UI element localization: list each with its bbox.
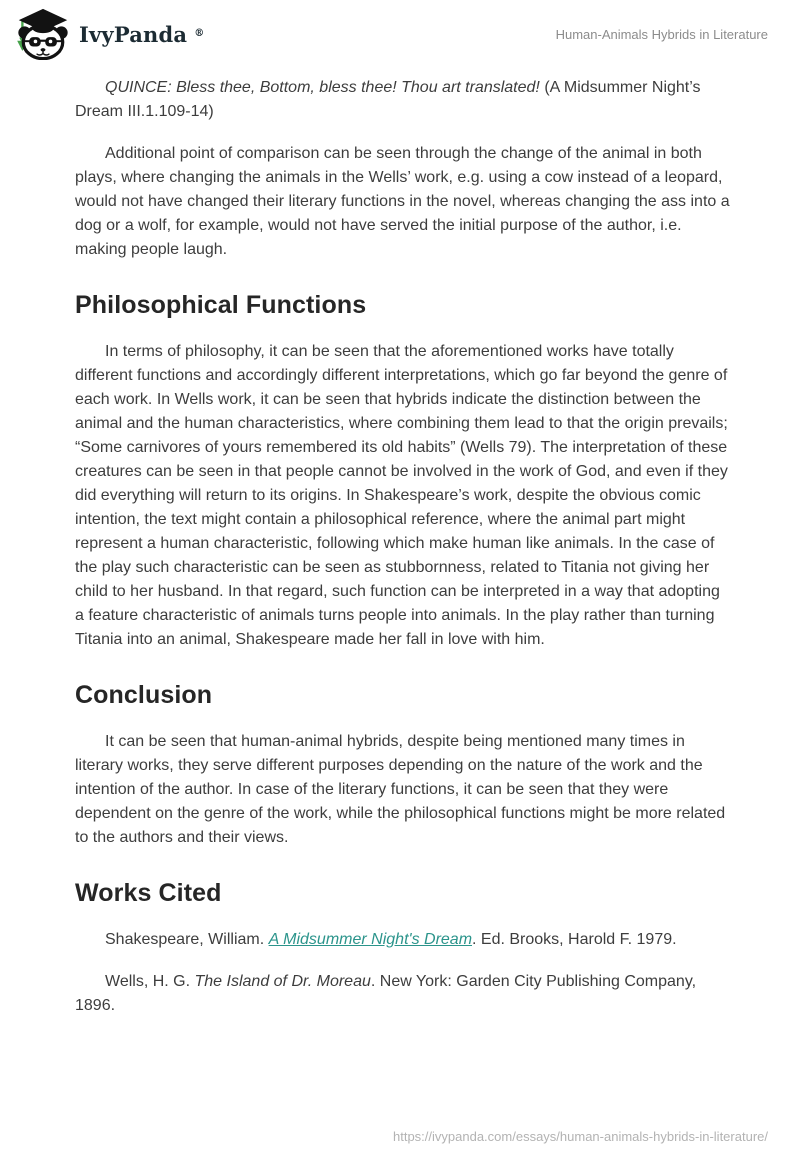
citation-author-text: Wells, H. G.: [105, 973, 195, 990]
page-url: https://ivypanda.com/essays/human-animals-hybrids-in-literature/: [393, 1129, 768, 1144]
quote-source-text: (A Midsummer Night’s Dream III.1.109-14): [75, 79, 701, 120]
comparison-paragraph: Additional point of comparison can be seen through the change of the animal in both plays, where changing the animals in the Wells’ work, e.g. using a cow instead of a leopard, would not have changed their literary functions in the novel, whereas changing the ass into a dog or a wolf, for example, would not have served the initial purpose of the author, i.e. making people laugh.: [75, 145, 730, 258]
panda-graduate-icon: [14, 8, 72, 60]
conclusion-heading: Conclusion: [75, 681, 213, 709]
citation-wells: [75, 970, 730, 1018]
document-title: Human-Animals Hybrids in Literature: [555, 26, 768, 42]
quote-paragraph: [75, 76, 730, 124]
citation-author-text: Shakespeare, William.: [105, 931, 269, 948]
philosophy-paragraph: In terms of philosophy, it can be seen that the aforementioned works have totally different functions and accordingly different interpretations, which go far beyond the genre of each work. In Wells work, it can be seen that hybrids indicate the distinction between the animal and the human characteristics, where combining them lead to that the origin prevails; “Some carnivores of yours remembered its old habits” (Wells 79). The interpretation of these creatures can be seen in that people cannot be involved in the work of God, and even if they did everything will return to its origins. In Shakespeare’s work, despite the obvious comic intention, the text might contain a philosophical reference, where the animal part might represent a human characteristic, following which make human like animals. In the case of the play such characteristic can be seen as stubbornness, related to Titania not giving her child to her husband. In that regard, such function can be interpreted in a way that adopting a feature characteristic of animals turns people into animals. In the play rather than turning Titania into an animal, Shakespeare made her fall in love with him.: [75, 343, 728, 648]
essay-content: [0, 60, 800, 1018]
quote-italic-text: QUINCE: Bless thee, Bottom, bless thee! Thou art translated!: [105, 79, 540, 96]
registered-mark: ®: [194, 28, 205, 39]
citation-shakespeare: [75, 928, 730, 952]
citation-title-italic: The Island of Dr. Moreau: [194, 973, 371, 990]
philosophical-functions-heading: Philosophical Functions: [75, 291, 367, 319]
page-header: [0, 0, 800, 60]
ivypanda-brand-logo[interactable]: [14, 8, 204, 60]
midsummer-nights-dream-link[interactable]: A Midsummer Night's Dream: [268, 931, 473, 948]
works-cited-heading: Works Cited: [75, 879, 222, 907]
page-footer: [0, 1127, 800, 1160]
citation-tail-text: . New York: Garden City Publishing Company, 1896.: [75, 973, 697, 1014]
conclusion-paragraph: It can be seen that human-animal hybrids, despite being mentioned many times in literary works, they serve different purposes depending on the nature of the work and the intention of the author. In case of the literary functions, it can be seen that they were dependent on the genre of the work, while the philosophical functions might be more related to the authors and their views.: [75, 733, 726, 846]
brand-name: IvyPanda: [79, 21, 188, 47]
citation-tail-text: . Ed. Brooks, Harold F. 1979.: [472, 931, 677, 948]
